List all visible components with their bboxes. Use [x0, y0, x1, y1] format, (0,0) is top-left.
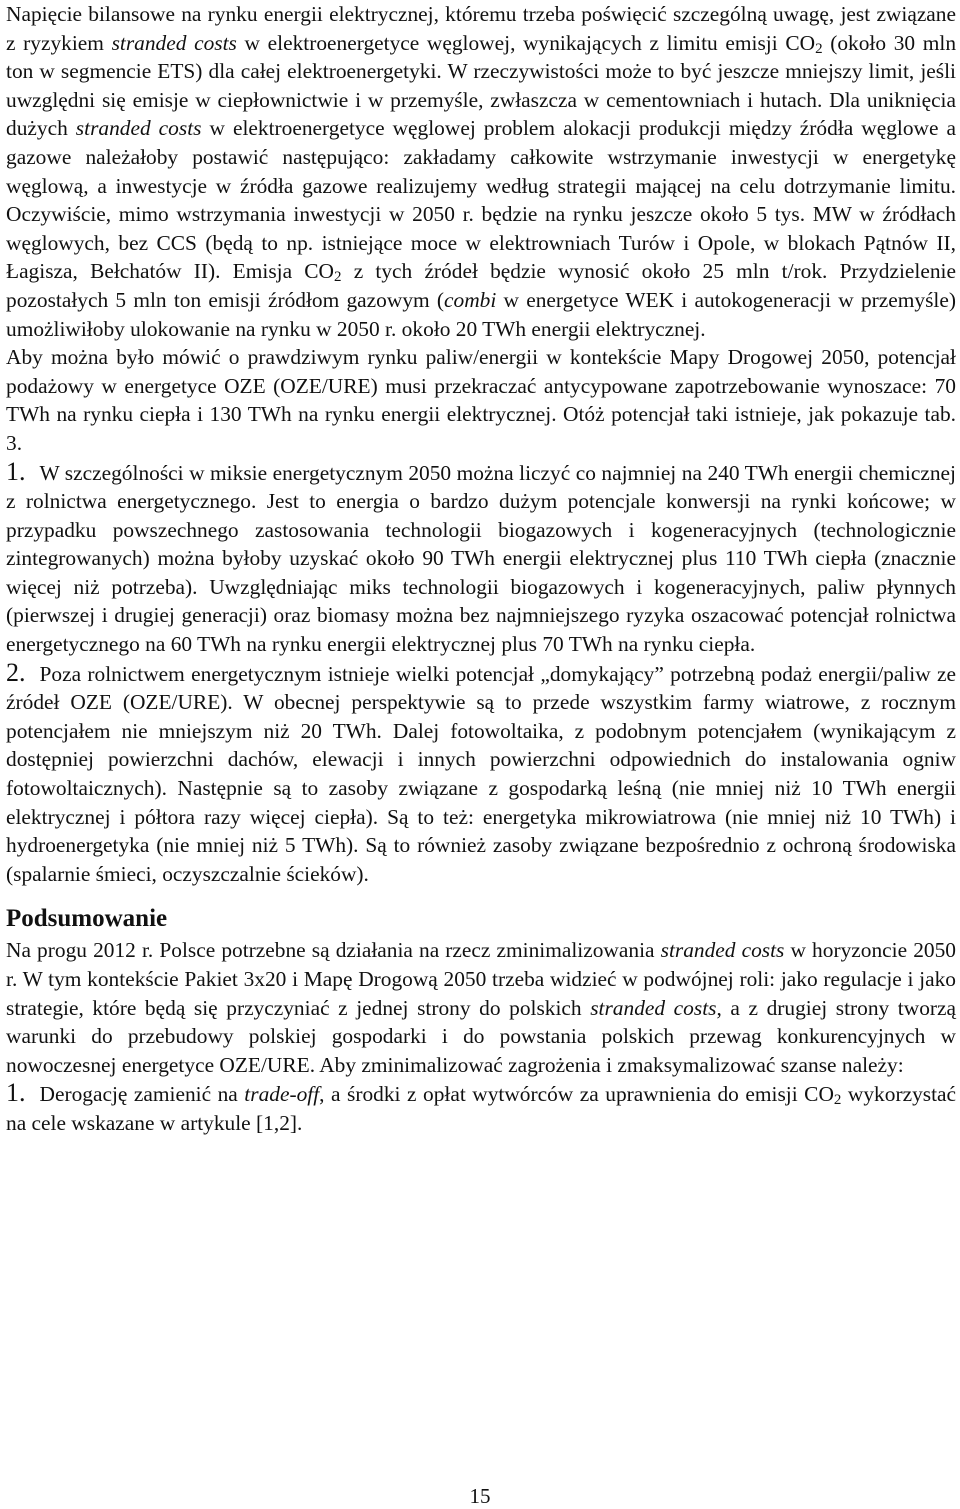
italic-term: stranded costs [75, 116, 202, 141]
text-run: wykorzystać na cele wskazane w artykule [1,2]. [6, 1082, 957, 1135]
numbered-paragraph-2 [6, 659, 956, 889]
text-run: w horyzoncie 2050 r. W tym kontekście Pakiet 3x20 i Mapę Drogową 2050 trzeba widzieć w podwójnej roli: jako regulacje i jako strategie, które będą się przyczyniać z jednej strony do polskich [6, 938, 956, 1020]
list-number: 1. [6, 456, 26, 486]
text-run: w elektroenergetyce węglowej problem alokacji produkcji między źródła węglowe a gazowe należałoby postawić następująco: zakładamy całkowite wstrzymanie inwestycji w energetykę węglową, a inwestycje w źródła gazowe realizujemy według strategii mającej na celu dotrzymanie limitu. Oczywiście, mimo wstrzymania inwestycji w 2050 r. będzie na rynku jeszcze około 5 tys. MW w źródłach węglowych, bez CCS (będą to np. istniejące moce w elektrowniach Turów i Opole, w blokach Pątnów II, Łagisza, Bełchatów II). Emisja CO [6, 116, 956, 284]
italic-term: stranded costs [590, 995, 717, 1020]
text-run: W szczególności w miksie energetycznym 2050 można liczyć co najmniej na 240 TWh energii chemicznej z rolnictwa energetycznego. Jest to energia o bardzo dużym potencjale konwersji na rynki końcowe; w przypadku powszechnego zastosowania technologii biogazowych i kogeneracyjnych (technologicznie zintegrowanych) można byłoby uzyskać około 90 TWh energii elektrycznej plus 110 TWh ciepła (znacznie więcej niż potrzeba). Uwzględniając miks technologii biogazowych i kogeneracyjnych, paliw płynnych (pierwszej i drugiej generacji) oraz biomasy można bez najmniejszego ryzyka oszacować potencjał rolnictwa energetycznego na 60 TWh na rynku energii elektrycznej plus 70 TWh na rynku ciepła. [6, 460, 956, 657]
text-run: Napięcie bilansowe na rynku energii elektrycznej, któremu trzeba poświęcić szczególną uwagę, jest związane z ryzykiem [6, 2, 956, 55]
numbered-paragraph-1 [6, 458, 956, 659]
document-page [6, 0, 956, 1138]
text-run: Derogację zamienić na [39, 1082, 245, 1107]
text-run: , a środki z opłat wytwórców za uprawnienia do emisji CO [319, 1082, 834, 1107]
numbered-paragraph-summary-1 [6, 1079, 956, 1137]
page-number: 15 [469, 1484, 491, 1508]
text-run: w elektroenergetyce węglowej, wynikających z limitu emisji CO [236, 30, 816, 55]
text-run: (około 30 mln ton w segmencie ETS) dla całej elektroenergetyki. W rzeczywistości może to być jeszcze mniejszy limit, jeśli uwzględni się emisje w ciepłownictwie i w przemyśle, zwłaszcza w cementowniach i hutach. Dla uniknięcia dużych [6, 30, 957, 141]
text-run: z tych źródeł będzie wynosić około 25 mln t/rok. Przydzielenie pozostałych 5 mln ton emisji źródłom gazowym ( [6, 259, 956, 312]
text-run: Poza rolnictwem energetycznym istnieje wielki potencjał „domykający” potrzebną podaż energii/paliw ze źródeł OZE (OZE/URE). W obecnej perspektywie są to przede wszystkim farmy wiatrowe, z rocznym potencjałem nie mniejszym niż 20 TWh. Dalej fotowoltaika, z podobnym potencjałem (wynikającym z dostępniej powierzchni dachów, elewacji i innych powierzchni odpowiednich do instalowania ogniw fotowoltaicznych). Następnie są to zasoby związane z gospodarką leśną (nie mniej niż 10 TWh energii elektrycznej i półtora razy więcej ciepła). Są to też: energetyka mikrowiatrowa (nie mniej niż 10 TWh) i hydroenergetyka (nie mniej niż 5 TWh). Są to również zasoby związane bezpośrednio z ochroną środowiska (spalarnie śmieci, oczyszczalnie ścieków). [6, 661, 956, 886]
text-run: Na progu 2012 r. Polsce potrzebne są działania na rzecz zminimalizowania [6, 938, 661, 963]
list-number: 1. [6, 1078, 26, 1108]
subscript: 2 [334, 269, 342, 286]
italic-term: stranded costs [660, 938, 785, 963]
subscript: 2 [833, 1092, 842, 1109]
text-run: w energetyce WEK i autokogeneracji w przemyśle) umożliwiłoby ulokowanie na rynku w 2050 r. około 20 TWh energii elektrycznej. [6, 287, 956, 341]
text-run: , a z drugiej strony tworzą warunki do przebudowy polskiej gospodarki i do powstania polskich przewag konkurencyjnych w nowoczesnej energetyce OZE/URE. Aby zminimalizować zagrożenia i zmaksymalizować szanse należy: [6, 995, 957, 1077]
paragraph-market-potential: Aby można było mówić o prawdziwym rynku paliw/energii w kontekście Mapy Drogowej 2050, potencjał podażowy w energetyce OZE (OZE/URE) musi przekraczać antycypowane zapotrzebowanie wynoszace: 70 TWh na rynku ciepła i 130 TWh na rynku energii elektrycznej. Otóż potencjał taki istnieje, jak pokazuje tab. 3. [6, 345, 956, 455]
section-heading: Podsumowanie [6, 905, 168, 933]
subscript: 2 [815, 40, 823, 57]
list-number: 2. [6, 657, 26, 687]
paragraph-summary [6, 936, 956, 1079]
italic-term: trade-off [244, 1082, 320, 1107]
paragraph-stranded-costs [6, 0, 956, 343]
italic-term: combi [444, 287, 497, 312]
italic-term: stranded costs [111, 30, 237, 55]
